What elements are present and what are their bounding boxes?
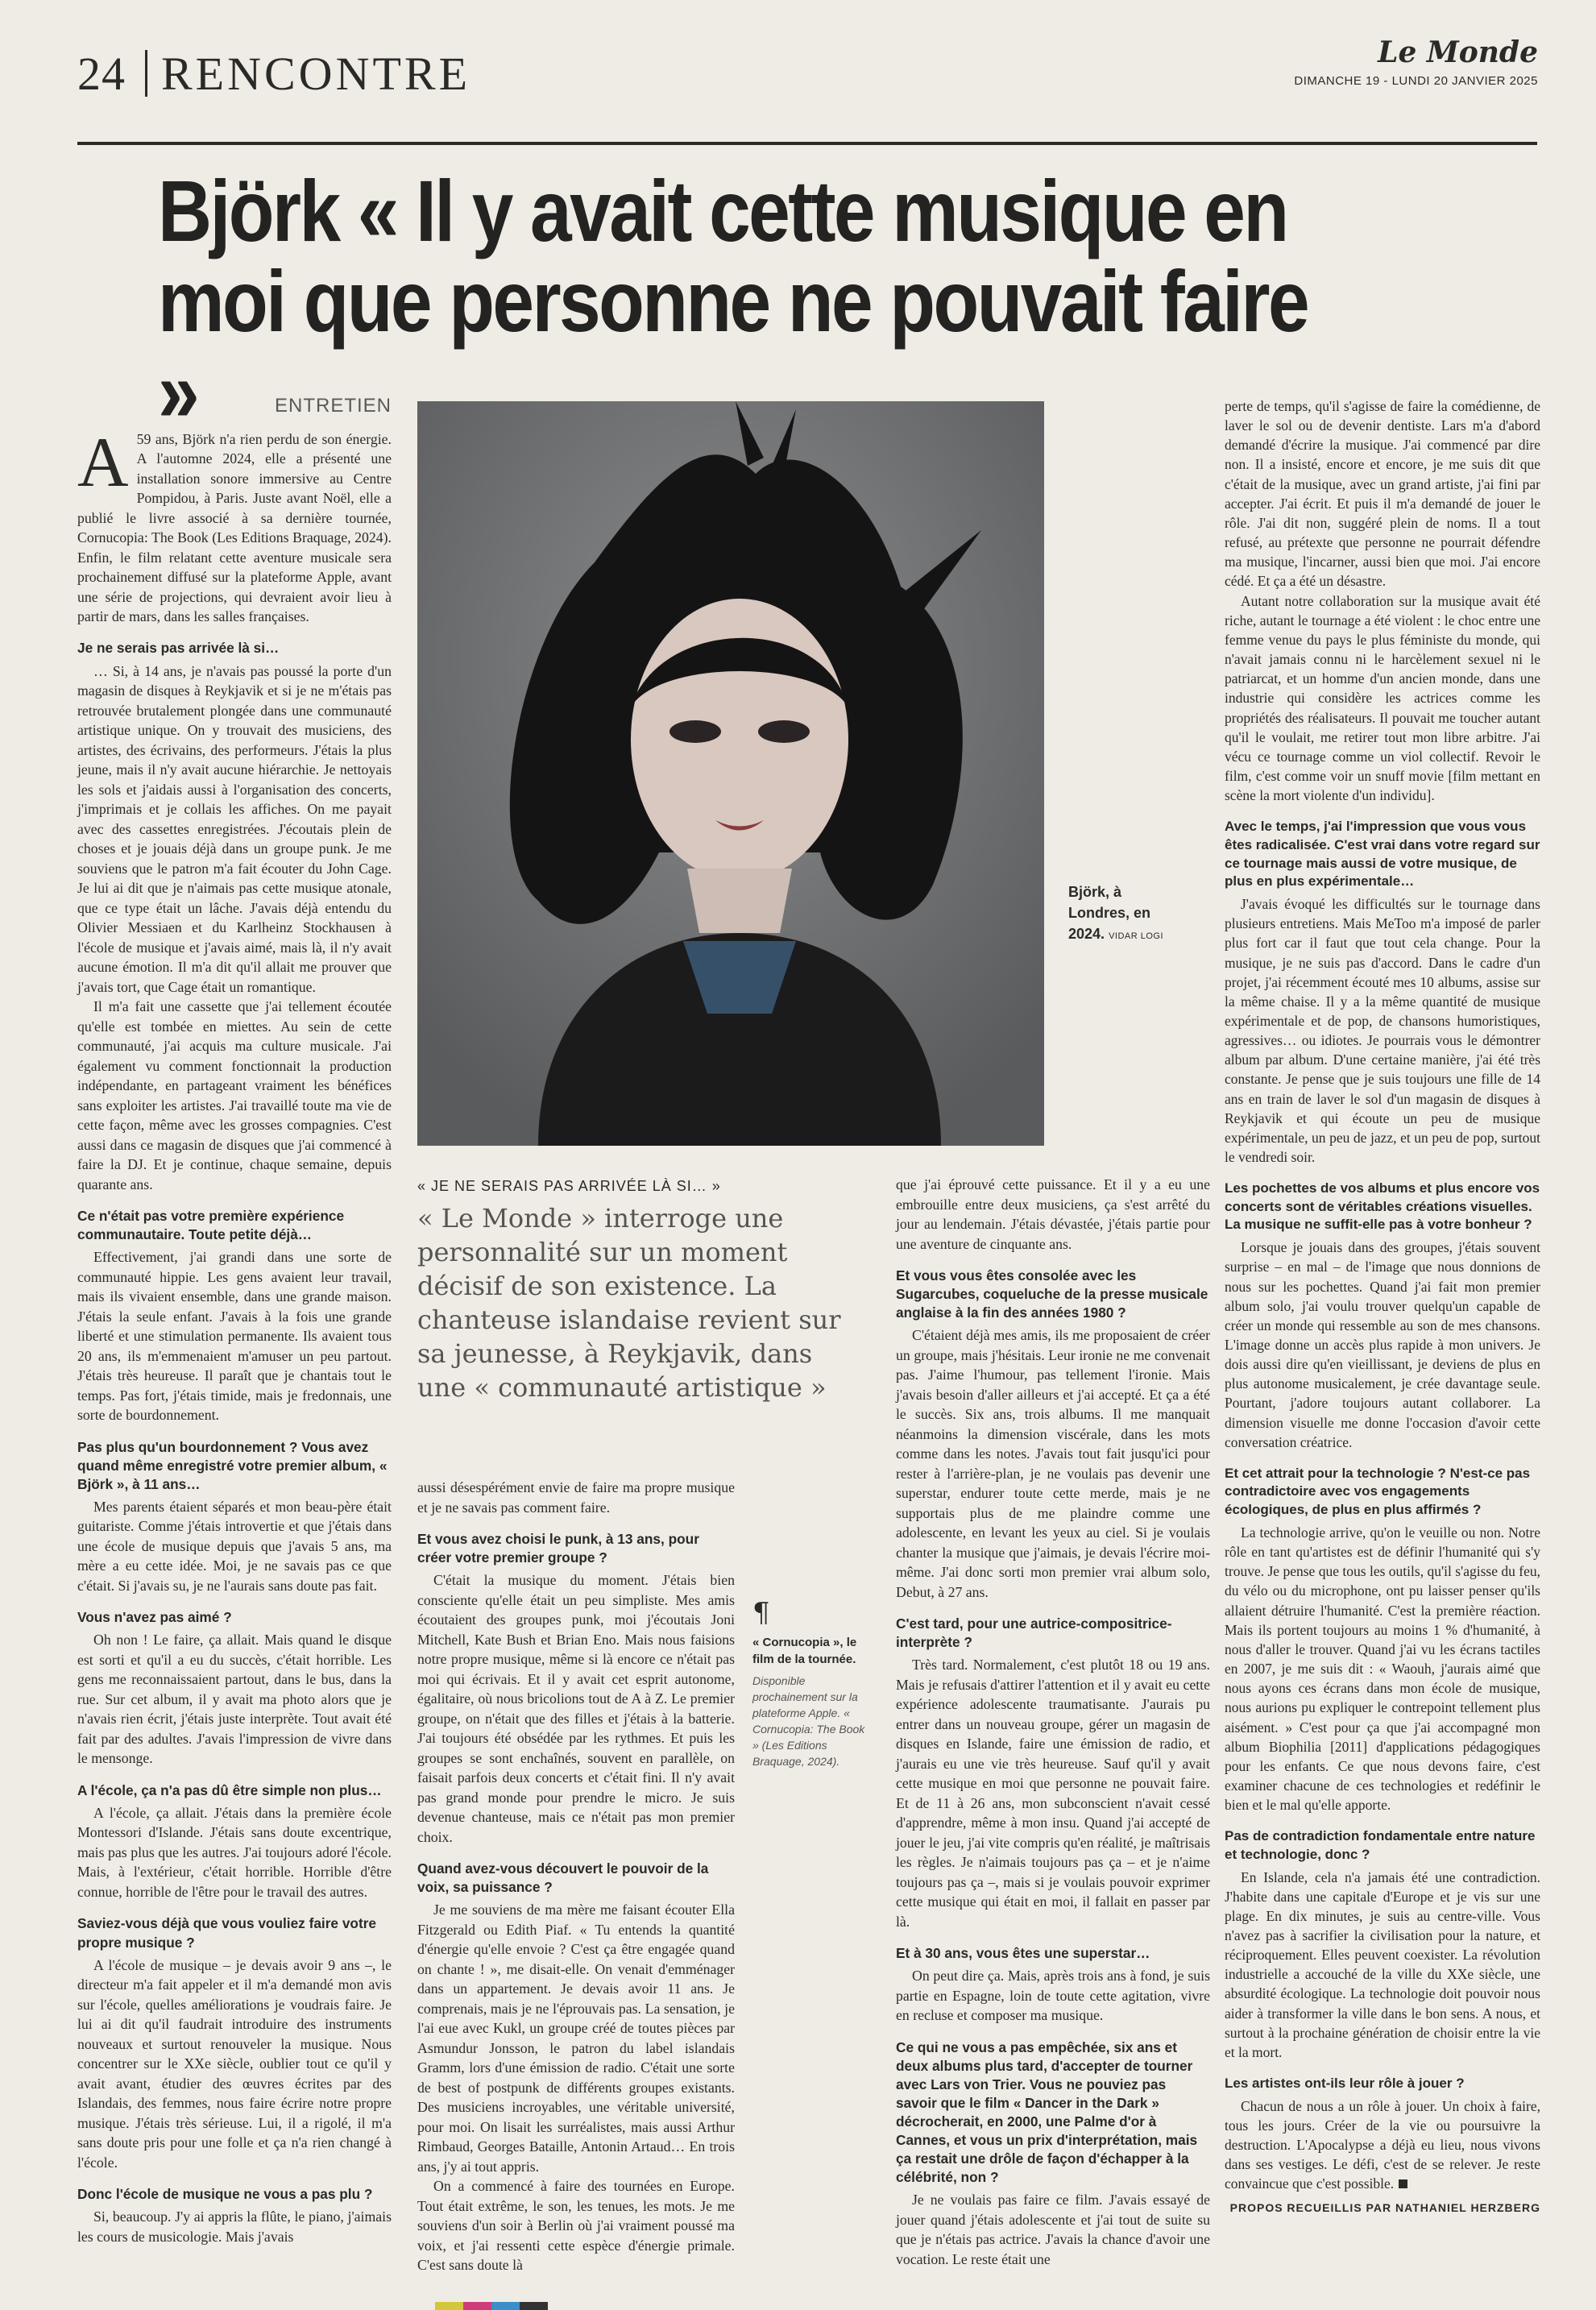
question: Ce qui ne vous a pas empêchée, six ans et deux albums plus tard, d'accepter de tourner avec Lars von Trier. Vous ne pouviez pas savoir que le film « Dancer in the Dark » décrocherait, en 2000, une Palme d'or à Cannes, et vous un prix d'interprétation, mais ça restait une drôle de façon d'échapper à la célébrité, non ? [896, 2038, 1198, 2186]
answer: On a commencé à faire des tournées en Europe. Tout était extrême, le son, les tenues, les mots. Je me souviens d'un soir à Berlin où j'ai vraiment poussé ma voix, et j'ai ressenti cette espèce d'énergie primale. C'est sans doute là [417, 2178, 735, 2274]
article-column-3 [896, 1175, 1210, 2269]
answer: Lorsque je jouais dans des groupes, j'étais souvent surprise – en mal – de l'image que nous donnions de nous sur les pochettes. Quand j'ai fait mon premier album solo, j'ai voulu trouver quelqu'un capable de créer un monde qui ressemble au son de mes chansons. L'image donne un accès plus rapide à mon univers. Je dois aussi dire qu'en vieillissant, je deviens de plus en plus autonome musicalement, je crée davantage seule. Pourtant, j'adore toujours autant collaborer. La dimension visuelle me donne l'occasion d'avoir cette conversation créatrice. [1225, 1239, 1540, 1450]
answer: Mes parents étaient séparés et mon beau-père était guitariste. Comme j'étais introvertie et que j'étais dans une école de musique depuis que j'avais 5 ans, ma mère a eu cette idée. Moi, je ne savais pas ce que c'était. Si j'avais su, je ne l'aurais sans doute pas fait. [77, 1498, 392, 1594]
intro-paragraph [77, 423, 392, 627]
answer: perte de temps, qu'il s'agisse de faire la comédienne, de laver le sol ou de devenir dentiste. Lars m'a d'abord demandé d'écrire la musique. J'ai commencé par dire non. Il a insisté, encore et encore, je me suis dit que c'était de la musique, avec un grand artiste, j'ai fini par accepter. J'ai écrit. Et puis il m'a demandé de jouer le rôle. J'ai dit non, suggéré plein de noms. Il a tout refusé, au prétexte que personne ne pourrait défendre ma musique, l'incarner, aussi bien que moi. J'ai encore cédé. Et ça a été un désastre. [1225, 398, 1540, 590]
answer: Oh non ! Le faire, ça allait. Mais quand le disque est sorti et qu'il a eu du succès, c'était horrible. Les gens me reconnaissaient partout, dans le bus, dans la rue. Sur cet album, il y avait ma photo alors que je n'avais rien écrit, j'étais juste interprète. Tout avait été fait par des adultes. J'avais l'impression de vivre dans le mensonge. [77, 1632, 392, 1767]
pull-text: « Le Monde » interroge une personnalité sur un moment décisif de son existence. La chanteuse islandaise revient sur sa jeunesse, à Reykjavik, dans une « communauté artistique » [417, 1203, 841, 1403]
question: A l'école, ça n'a pas dû être simple non plus… [77, 1781, 382, 1798]
question: Quand avez-vous découvert le pouvoir de la voix, sa puissance ? [417, 1860, 709, 1896]
pilcrow-icon: ¶ [752, 1597, 770, 1629]
answer: C'étaient déjà mes amis, ils me proposaient de créer un groupe, mais j'hésitais. Leur ironie ne me convenait pas. J'aime l'humour, pas tellement l'ironie. Mais j'avais besoin d'aller ailleurs et j'ai accepté. Et ça a été le succès. Six ans, trois albums. Il me manquait néanmoins la dimension viscérale, dans les mots comme dans les notes. J'avais tout fait jusqu'ici pour rester à l'arrière-plan, je ne voulais pas devenir une superstar, endurer toute cette merde, mais je ne supportais plus de me plaindre comme une adolescente, en levant les yeux au ciel. Si je voulais chanter la musique que j'aimais, je devais l'écrire moi-même. J'ai donc sorti mon premier vrai album solo, Debut, à 27 ans. [896, 1327, 1210, 1600]
section-rubric: RENCONTRE [161, 48, 471, 100]
answer: Autant notre collaboration sur la musique avait été riche, autant le tournage a été violent : le choc entre une femme venue du pays le plus féministe du monde, qui n'avait jamais connu ni le harcèlement sexuel ni le patriarcat, et un homme d'un ancien monde, dans une industrie qui considère les actrices comme les propriétés des réalisateurs. Il pouvait me toucher autant qu'il le voulait, me retirer tout mon libre arbitre. J'ai vécu ce tournage comme un viol collectif. Revoir le film, c'est comme voir un snuff movie [film mettant en scène la mort violente d'un individu]. [1225, 592, 1540, 804]
question: Et vous vous êtes consolée avec les Sugarcubes, coqueluche de la presse musicale anglaise à la fin des années 1980 ? [896, 1267, 1208, 1321]
question: Et vous avez choisi le punk, à 13 ans, pour créer votre premier groupe ? [417, 1530, 699, 1566]
answer [1225, 2096, 1540, 2194]
pull-box [417, 1178, 852, 1404]
book-title: « Cornucopia », le film de la tournée. [752, 1636, 857, 1666]
answer: Très tard. Normalement, c'est plutôt 18 ou 19 ans. Mais je refusais d'attirer l'attention et il y avait eu cette expérience adolescente traumatisante. J'aurais pu entrer dans un nouveau groupe, gérer un magasin de disques en Islande, faire une émission de radio, et j'aurais eu une vie très heureuse. Sauf qu'il y avait cette musique en moi que personne ne pouvait faire. Et de 11 à 26 ans, mon subconscient n'avait cessé d'apprendre, même à mon insu. Quand j'ai accepté de jouer le jeu, j'ai vite compris qu'en réalité, je maîtrisais les règles. Je n'aimais toujours pas ça – et je n'aime toujours pas ça –, mais si je voulais pouvoir exprimer cette musique qui était en moi, il fallait en passer par là. [896, 1657, 1210, 1930]
answer: C'était la musique du moment. J'étais bien consciente qu'elle était un peu simpliste. Mes amis écoutaient des groupes punk, moi j'écoutais Joni Mitchell, Kate Bush et Brian Eno. Mais nous faisions notre propre musique, même si là encore ce n'était pas moi qui écrivais. Et il y avait cet esprit autonome, égalitaire, où nous bricolions tout de A à Z. Le premier groupe, on n'était que des filles et j'étais à la batterie. J'ai toujours été obsédée par les rythmes. Et puis les groupes se sont enchaînés, souvent en parallèle, on faisait parfois deux concerts et c'était fini. Il n'y avait pas grand monde pour prendre le micro. Je suis devenue chanteuse, mais ce n'était pas mon premier choix. [417, 1572, 735, 1845]
header-rule [77, 142, 1537, 145]
print-color-bar [435, 2302, 548, 2310]
answer: A l'école de musique – je devais avoir 9 ans –, le directeur m'a fait appeler et il m'a demandé mon avis sur l'école, quelles améliorations je voudrais faire. Je lui ai dit qu'il faudrait introduire des instruments nouveaux et surtout renouveler la musique. Nous concentrer sur le XXe siècle, oublier tout ce qu'il y avait avant, étudier des œuvres écrites par des Islandais, des femmes, nous faire écrire notre propre musique. J'étais très sérieuse. Lui, il a rigolé, il m'a sans doute pris pour une folle et ça n'a rien changé à l'école. [77, 1956, 392, 2171]
question: Vous n'avez pas aimé ? [77, 1609, 232, 1626]
portrait-photo [417, 401, 1044, 1146]
answer: que j'ai éprouvé cette puissance. Et il y a eu une embrouille entre deux musiciens, ça s'est arrêté du jour au lendemain. J'étais dévastée, j'étais partie pour une aventure de cinquante ans. [896, 1176, 1210, 1252]
byline: PROPOS RECUEILLIS PAR NATHANIEL HERZBERG [1229, 2201, 1540, 2215]
question: Donc l'école de musique ne vous a pas plu ? [77, 2186, 373, 2203]
page-number: 24 [77, 48, 126, 100]
caption-text: Björk, à Londres, en 2024. [1068, 884, 1151, 942]
question: Et cet attrait pour la technologie ? N'est-ce pas contradictoire avec vos engagements écologiques, de plus en plus affirmés ? [1225, 1465, 1531, 1518]
question: Je ne serais pas arrivée là si… [77, 640, 280, 657]
answer: aussi désespérément envie de faire ma propre musique et je ne savais pas comment faire. [417, 1479, 735, 1516]
answer: Si, beaucoup. J'y ai appris la flûte, le piano, j'aimais les cours de musicologie. Mais j'avais [77, 2208, 392, 2245]
question: Et à 30 ans, vous êtes une superstar… [896, 1945, 1150, 1962]
book-note: Disponible prochainement sur la plateforme Apple. « Cornucopia: The Book » (Les Editions Braquage, 2024). [752, 1674, 865, 1768]
header-separator [145, 50, 147, 97]
book-info-box [752, 1597, 872, 1769]
question: C'est tard, pour une autrice-compositrice-interprète ? [896, 1615, 1172, 1651]
question: Ce n'était pas votre première expérience communautaire. Toute petite déjà… [77, 1208, 345, 1243]
masthead-logo: Le Monde [1378, 35, 1538, 69]
question: Avec le temps, j'ai l'impression que vous vous êtes radicalisée. C'est vrai dans votre regard sur ce tournage mais aussi de votre musique, de plus en plus expérimentale… [1225, 819, 1540, 890]
issue-date: DIMANCHE 19 - LUNDI 20 JANVIER 2025 [1294, 74, 1538, 88]
kicker: ENTRETIEN [274, 395, 392, 417]
dropcap: A [77, 423, 129, 502]
portrait-illustration [417, 401, 1044, 1146]
headline-quote: « Il y avait cette musique en moi que personne ne pouvait faire » [158, 162, 1308, 440]
answer: Il m'a fait une cassette que j'ai tellement écoutée qu'elle est tombée en miettes. Au sein de cette communauté, j'ai acquis ma culture musicale. J'ai également vu comment fonctionnait la production indépendante, en partageant vraiment les bénéfices sans exploiter les artistes. J'ai travaillé toute ma vie de cette façon, même avec les grosses compagnies. C'est aussi dans ce magasin de disques que j'ai commencé à faire la DJ. Et je continue, chaque semaine, depuis quarante ans. [77, 998, 392, 1192]
question: Saviez-vous déjà que vous vouliez faire votre propre musique ? [77, 1915, 377, 1951]
question: Pas de contradiction fondamentale entre nature et technologie, donc ? [1225, 1828, 1536, 1862]
answer: La technologie arrive, qu'on le veuille ou non. Notre rôle en tant qu'artistes est de définir l'humanité qui s'y trouve. Je pense que tous les outils, qu'il s'agisse du feu, du vélo ou du microphone, ont pu laisser penser qu'ils allaient détruire l'humanité. C'est la première réaction. Mais ils portent toujours au moins 1 % d'humanité, à nous d'aller le trouver. Quand j'ai vu les écrans tactiles en 2007, je me suis dit : « Waouh, j'aurais aimé que nous ayons ces écrans dans mon école de musique, nous aurions pu expliquer le contrepoint tellement plus aisément. » C'est pour ça que j'ai accompagné mon album Biophilia [2011] d'applications pédagogiques pour les enfants. Ce que nous devons faire, c'est examiner chacune de ces technologies et redéfinir le bien et le mal qu'elle apporte. [1225, 1524, 1540, 1814]
answer: Effectivement, j'ai grandi dans une sorte de communauté hippie. Les gens avaient leur travail, mais ils vivaient ensemble, dans une grande maison. J'étais la seule enfant. J'avais à la fois une grande liberté et une stimulation permanente. Ils avaient tous 20 ans, ils m'emmenaient m'amuser un peu partout. J'étais très heureuse. Il paraît que je chantais tout le temps. Pas fort, j'étais timide, mais je fredonnais, une sorte de bourdonnement. [77, 1249, 392, 1424]
answer: Je me souviens de ma mère me faisant écouter Ella Fitzgerald ou Edith Piaf. « Tu entends la quantité d'énergie qu'elle envoie ? C'est ça être engagée quand on chante ! », me disait-elle. On venait d'emménager dans un appartement. Je devais avoir 11 ans. Je comprenais, mais je ne l'éprouvais pas. La sensation, je l'ai eue avec Kukl, un groupe créé de toutes pièces par Asmundur Jonsson, le patron du label islandais Gramm, lors d'une émission de radio. C'était une sorte de best of postpunk de différents groupes existants. Des musiciens incroyables, une véritable université, pour moi. On lisait les surréalistes, mais aussi Arthur Rimbaud, Georges Bataille, Antonin Artaud… En trois ans, j'y ai tout appris. [417, 1901, 735, 2175]
answer: J'avais évoqué les difficultés sur le tournage dans plusieurs entretiens. Mais MeToo m'a imposé de parler plus fort car il faut que tout cela change. Pour la musique, je ne suis pas d'accord. Dans le cadre d'un projet, j'ai récemment écouté mes 10 albums, assise sur la même chaise. Il y a la même quantité de musique expérimentale et de pop, de chansons humoristiques, agressives… ou idiotes. Je pourrais vous le démontrer album par album. D'une certaine manière, j'ai été très constante. Je pense que je suis toujours une fille de 14 ans en train de laver le sol d'un magasin de disques à Reykjavik et qui écoute un peu de musique expérimentale, un peu de jazz, et un peu de pop, surtout le vendredi soir. [1225, 896, 1540, 1166]
headline-name: Björk [158, 162, 339, 259]
article-column-1 [77, 396, 392, 2246]
answer: A l'école, ça allait. J'étais dans la première école Montessori d'Islande. J'étais sans doute excentrique, mais pas plus que les autres. J'ai toujours adoré l'école. Mais, à l'extérieur, c'était horrible. Horrible d'être connue, horrible de l'être pour le travail des autres. [77, 1804, 392, 1900]
question: Pas plus qu'un bourdonnement ? Vous avez quand même enregistré votre premier album, « Björk », à 11 ans… [77, 1438, 388, 1492]
intro-text: 59 ans, Björk n'a rien perdu de son énergie. A l'automne 2024, elle a présenté une installation sonore immersive au Centre Pompidou, à Paris. Juste avant Noël, elle a publié le livre associé à sa dernière tournée, Cornucopia: The Book (Les Editions Braquage, 2024). Enfin, le film relatant cette aventure musicale sera prochainement diffusé sur la plateforme Apple, avant une série de projections, qui devraient avoir lieu à partir de mars, dans les salles françaises. [77, 430, 392, 624]
answer: Je ne voulais pas faire ce film. J'avais essayé de jouer quand j'étais adolescente et j'ai tout de suite su que je n'étais pas actrice. J'avais la chance d'avoir une vocation. Le reste était une [896, 2192, 1210, 2267]
answer: On peut dire ça. Mais, après trois ans à fond, je suis partie en Espagne, loin de toute cette agitation, vivre en recluse et composer ma musique. [896, 1968, 1210, 2024]
article-column-4 [1225, 396, 1540, 2218]
pull-kicker: « JE NE SERAIS PAS ARRIVÉE LÀ SI… » [417, 1178, 721, 1194]
answer-text: Chacun de nous a un rôle à jouer. Un choix à faire, tous les jours. Créer de la vie ou poursuivre la destruction. L'Apocalypse a déjà eu lieu, nous vivons dans ses vestiges. Le défi, c'est de se relever. Je reste convaincue que c'est possible. [1225, 2097, 1540, 2192]
article-column-2 [417, 1478, 735, 2275]
end-mark-icon [1399, 2179, 1407, 2188]
question: Les pochettes de vos albums et plus encore vos concerts sont de véritables créations visuelles. La musique ne suffit-elle pas à votre bonheur ? [1225, 1180, 1540, 1233]
answer: … Si, à 14 ans, je n'avais pas poussé la porte d'un magasin de disques à Reykjavik et si je ne m'étais pas retrouvée brutalement plongée dans une communauté artistique unique. On y trouvait des musiciens, des artistes, des écrivains, des performeurs. J'étais la plus jeune, mais il n'y avait aucune hiérarchie. Je nettoyais les sols et j'aidais aussi à l'organisation des concerts, j'imprimais et je collais les affiches. On me payait avec des cassettes enregistrées. J'écoutais plein de choses et je jouais déjà dans un groupe punk. Je me souviens que le patron m'a fait écouter du John Cage. Je lui ai dit que je n'aimais pas cette musique atonale, que ce type était un lâche. J'avais déjà entendu du Olivier Messiaen et du Karlheinz Stockhausen à l'école de musique et j'avais aimé, mais là, il n'y avait aucune émotion. Il m'a dit qu'il allait me prouver que j'avais tort, que Cage était un romantique. [77, 662, 392, 995]
photo-caption [1068, 881, 1181, 947]
question: Les artistes ont-ils leur rôle à jouer ? [1225, 2075, 1465, 2091]
photo-credit: VIDAR LOGI [1109, 931, 1164, 941]
answer: En Islande, cela n'a jamais été une contradiction. J'habite dans une capitale d'Europe et je vis sur une plage. En dix minutes, je suis au centre-ville. Vous n'avez pas à sacrifier la civilisation pour la nature, et réciproquement. Elles peuvent coexister. La révolution industrielle a accouché de la ville du XXe siècle, une absurdité écologique. La technologie doit pouvoir nous aider à transformer la ville dans le bon sens. A nous, et surtout à la prochaine génération de choisir entre la vie et la mort. [1225, 1868, 1540, 2060]
